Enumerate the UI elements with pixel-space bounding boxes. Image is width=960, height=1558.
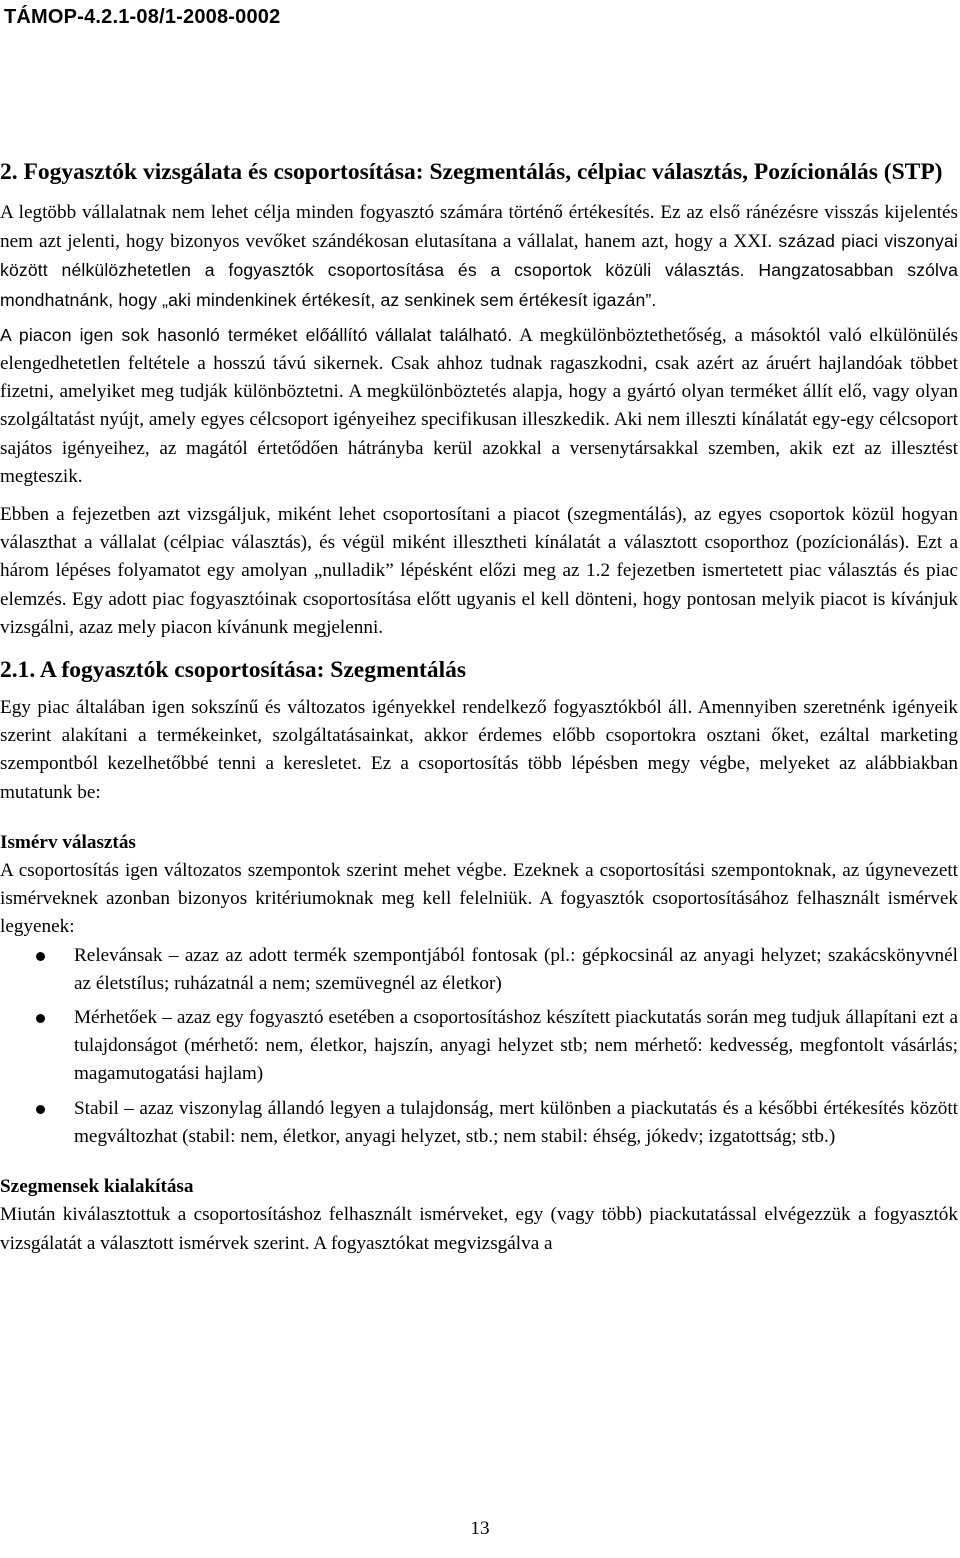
section-title: 2.1. A fogyasztók csoportosítása: Szegmentálás <box>0 657 467 684</box>
criteria-list <box>0 942 958 1151</box>
list-item-text: Stabil – azaz viszonylag állandó legyen a tulajdonság, mert különben a piackutatás és a későbbi értékesítés között megváltozhat (stabil: nem, életkor, anyagi helyzet, stb.; nem stabil: éhség, jókedv; izgatottság; stb.) <box>74 1097 958 1147</box>
page-content <box>0 158 958 1258</box>
bullet-icon <box>36 1014 45 1023</box>
intro-quote-text: Hangzatosabban szólva mondhatnánk, hogy „aki mindenkinek értékesít, az senkinek sem értékesít igazán”. <box>0 260 959 310</box>
subheading-criteria-selection: Ismérv választás <box>0 831 136 853</box>
intro-paragraph-1 <box>0 199 958 315</box>
intro-text-sans: század piaci viszonyai között nélkülözhetetlen a fogyasztók csoportosítása és a csoportok közüli választás. <box>0 231 958 281</box>
intro-p2-serif-text: A megkülönböztethetőség, a másoktól való elkülönülés elengedhetetlen feltétele a hosszú távú sikernek. Csak ahhoz tudnak ragaszkodni, csak azért az áruért hajlandóak többet fizetni, amelyiket meg tudják különböztetni. A megkülönböztetés alapja, hogy a gyártó olyan terméket állít elő, vagy olyan szolgáltatást nyújt, amely egyes célcsoport igényeihez specifikusan illeszkedik. Aki nem illeszti kínálatát egy-egy célcsoport sajátos igényeihez, az magától értetődően hátrányba kerül azokkal a versenytársakkal szemben, akik ezt az illesztést megteszik. <box>0 324 958 487</box>
bullet-icon <box>36 952 45 961</box>
intro-text-serif: A legtöbb vállalatnak nem lehet célja minden fogyasztó számára történő értékesítés. Ez az első ránézésre visszás kijelentés nem azt jelenti, hogy bizonyos vevőket szándékosan elutasítana a vállalat, hanem azt, hogy a XXI. <box>0 202 958 253</box>
list-item <box>0 942 958 998</box>
subheading-segment-forming: Szegmensek kialakítása <box>0 1176 194 1198</box>
bullet-icon <box>36 1105 45 1114</box>
intro-paragraph-3: Ebben a fejezetben azt vizsgáljuk, miként lehet csoportosítani a piacot (szegmentálás), az egyes csoportok közül hogyan választhat a vállalat (célpiac választás), és végül miként illesztheti kínálatát a választott csoporthoz (pozícionálás). Ezt a három lépéses folyamatot egy amolyan „nulladik” lépésként előzi meg az 1.2 fejezetben ismertetett piac választás és piac elemzés. Egy adott piac fogyasztóinak csoportosítása előtt ugyanis el kell dönteni, hogy pontosan melyik piacot is kívánjuk vizsgálni, azaz mely piacon kívánunk megjelenni. <box>0 504 958 638</box>
intro-paragraph-2 <box>0 321 958 491</box>
list-item <box>0 1095 958 1151</box>
page-number: 13 <box>470 1518 490 1539</box>
segments-paragraph: Miután kiválasztottuk a csoportosításhoz felhasznált ismérveket, egy (vagy több) piackutatással elvégezzük a fogyasztók vizsgálatát a választott ismérvek szerint. A fogyasztókat megvizsgálva a <box>0 1204 958 1254</box>
list-item-text: Relevánsak – azaz az adott termék szempontjából fontosak (pl.: gépkocsinál az anyagi helyzet; szakácskönyvnél az életstílus; ruházatnál a nem; szemüvegnél az életkor) <box>74 944 958 994</box>
intro-p2-sans-text: A piacon igen sok hasonló terméket előállító vállalat található. <box>0 324 513 345</box>
chapter-title: 2. Fogyasztók vizsgálata és csoportosítása: Szegmentálás, célpiac választás, Pozícionálás (STP) <box>0 159 943 185</box>
section-paragraph-1: Egy piac általában igen sokszínű és változatos igényekkel rendelkező fogyasztókból áll. Amennyiben szeretnénk igényeik szerint alakítani a termékeinket, szolgáltatásainkat, akkor érdemes előbb csoportokra osztani őket, ezáltal marketing szempontból kezelhetőbbé tenni a keresletet. Ez a csoportosítás több lépésben megy végbe, melyeket az alábbiakban mutatunk be: <box>0 697 958 803</box>
criteria-paragraph: A csoportosítás igen változatos szempontok szerint mehet végbe. Ezeknek a csoportosítási szempontoknak, az úgynevezett ismérveknek azonban bizonyos kritériumoknak meg kell felelniük. A fogyasztók csoportosításához felhasznált ismérvek legyenek: <box>0 860 958 938</box>
list-item <box>0 1004 958 1089</box>
project-code-header: TÁMOP-4.2.1-08/1-2008-0002 <box>4 6 281 28</box>
list-item-text: Mérhetőek – azaz egy fogyasztó esetében a csoportosításhoz készített piackutatás során meg tudjuk állapítani ezt a tulajdonságot (mérhető: nem, életkor, hajszín, anyagi helyzet stb; nem mérhető: kedvesség, megfontolt vásárlás; magamutogatási hajlam) <box>74 1007 958 1085</box>
